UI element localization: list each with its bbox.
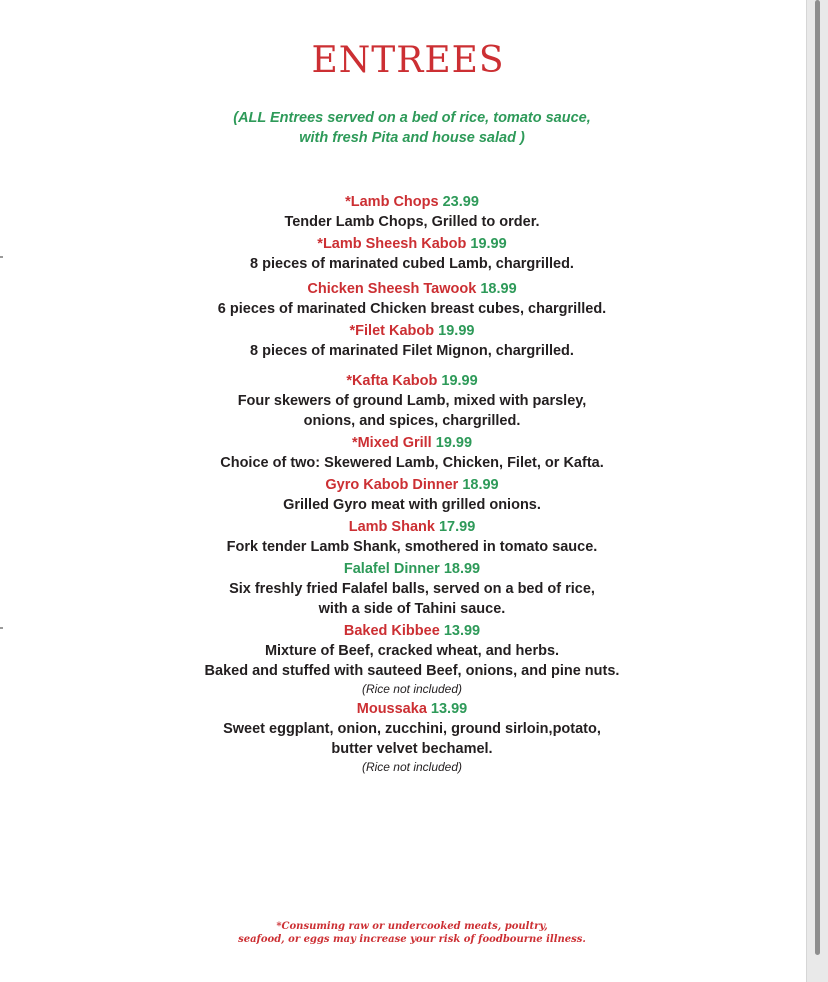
menu-item-header: [0, 235, 824, 254]
menu-item-price: 23.99: [442, 194, 479, 210]
subtitle-line: (ALL Entrees served on a bed of rice, tomato sauce,: [233, 110, 591, 126]
menu-item-name: *Lamb Chops: [345, 194, 439, 210]
menu-item-header: [0, 560, 824, 579]
menu-item-name: Chicken Sheesh Tawook: [307, 281, 477, 297]
menu-item-price: 13.99: [443, 623, 481, 639]
menu-item-description: Choice of two: Skewered Lamb, Chicken, Filet, or Kafta.: [220, 455, 604, 471]
menu-item-header: [0, 322, 824, 341]
menu-item-price: 13.99: [430, 701, 468, 717]
menu-item: [0, 235, 824, 274]
menu-item-description: onions, and spices, chargrilled.: [303, 413, 521, 429]
menu-item-name: Moussaka: [356, 701, 427, 717]
menu-item: [0, 322, 824, 361]
subtitle-line: with fresh Pita and house salad ): [299, 130, 525, 146]
menu-item-description: Mixture of Beef, cracked wheat, and herbs.: [264, 643, 560, 659]
menu-item-description: Six freshly fried Falafel balls, served on a bed of rice,: [229, 581, 595, 597]
menu-item-description: 8 pieces of marinated cubed Lamb, chargrilled.: [250, 256, 574, 272]
menu-item: [0, 372, 824, 431]
menu-item-description: Fork tender Lamb Shank, smothered in tomato sauce.: [226, 539, 598, 555]
menu-item-price: 18.99: [443, 561, 481, 577]
entrees-list: [0, 193, 824, 775]
menu-item-description: Tender Lamb Chops, Grilled to order.: [284, 214, 540, 230]
menu-item-description: Baked and stuffed with sauteed Beef, onions, and pine nuts.: [204, 663, 620, 679]
menu-item-description: Grilled Gyro meat with grilled onions.: [283, 497, 541, 513]
menu-item: [0, 434, 824, 473]
menu-item-name: Falafel Dinner: [343, 561, 440, 577]
menu-item: [0, 700, 824, 775]
menu-item-note: (Rice not included): [361, 682, 463, 696]
entrees-subtitle: [0, 108, 824, 148]
menu-item-header: [0, 372, 824, 391]
menu-item: [0, 280, 824, 319]
menu-item-price: 19.99: [441, 373, 478, 389]
menu-item-name: *Lamb Sheesh Kabob: [317, 236, 467, 252]
menu-item-description: 6 pieces of marinated Chicken breast cubes, chargrilled.: [217, 301, 607, 317]
menu-item-description: Sweet eggplant, onion, zucchini, ground sirloin,potato,: [223, 721, 601, 737]
food-safety-disclaimer: [0, 920, 824, 946]
menu-item-name: Baked Kibbee: [343, 623, 440, 639]
menu-item-header: [0, 280, 824, 299]
menu-item-description: with a side of Tahini sauce.: [318, 601, 506, 617]
menu-item-description: 8 pieces of marinated Filet Mignon, chargrilled.: [250, 343, 574, 359]
scrollbar-thumb[interactable]: [815, 0, 820, 955]
menu-item-name: *Mixed Grill: [351, 435, 432, 451]
menu-item-header: [0, 622, 824, 641]
disclaimer-line: seafood, or eggs may increase your risk of foodbourne illness.: [238, 934, 586, 945]
menu-item: [0, 476, 824, 515]
menu-item-header: [0, 700, 824, 719]
disclaimer-line: *Consuming raw or undercooked meats, poultry,: [276, 921, 548, 932]
menu-item-header: [0, 476, 824, 495]
menu-item-price: 19.99: [438, 323, 475, 339]
menu-item-description: butter velvet bechamel.: [331, 741, 493, 757]
menu-item-header: [0, 518, 824, 537]
menu-item-name: Lamb Shank: [348, 519, 435, 535]
menu-item: [0, 193, 824, 232]
menu-item: [0, 622, 824, 697]
menu-item: [0, 518, 824, 557]
menu-item-price: 18.99: [462, 477, 499, 493]
menu-item-price: 18.99: [480, 281, 517, 297]
menu-item-note: (Rice not included): [361, 760, 463, 774]
menu-item-header: [0, 193, 824, 212]
page-title: ENTREES: [311, 40, 505, 81]
menu-item-price: 19.99: [435, 435, 473, 451]
menu-item-name: Gyro Kabob Dinner: [325, 477, 459, 493]
menu-item-price: 17.99: [438, 519, 476, 535]
menu-item-header: [0, 434, 824, 453]
menu-item-description: Four skewers of ground Lamb, mixed with parsley,: [237, 393, 587, 409]
menu-item-price: 19.99: [470, 236, 507, 252]
menu-item-name: *Kafta Kabob: [346, 373, 438, 389]
menu-item: [0, 560, 824, 619]
menu-item-name: *Filet Kabob: [349, 323, 435, 339]
